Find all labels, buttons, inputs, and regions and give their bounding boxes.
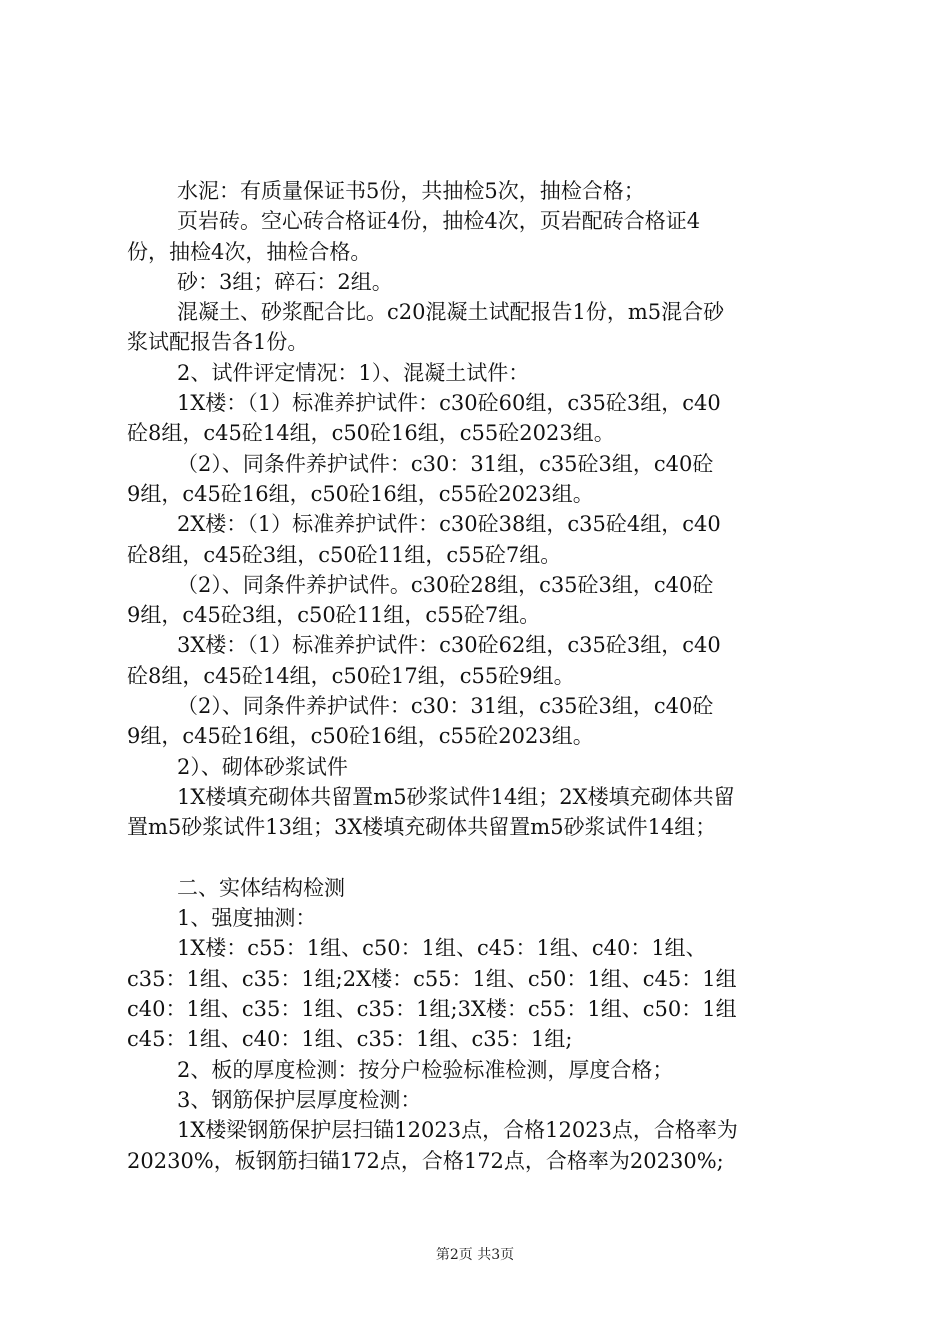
paragraph-line: 砼8组，c45砼3组，c50砼11组，c55砼7组。: [127, 542, 562, 567]
paragraph-line: c40：1组、c35：1组、c35：1组;3X楼：c55：1组、c50：1组: [127, 997, 737, 1022]
paragraph-line-indented: 混凝土、砂浆配合比。c20混凝土试配报告1份，m5混合砂: [177, 300, 725, 325]
paragraph-line: 浆试配报告各1份。: [127, 330, 309, 355]
paragraph-line: 20230%，板钢筋扫锚172点，合格172点，合格率为20230%;: [127, 1148, 724, 1173]
document-body: [127, 176, 833, 1176]
paragraph-line-indented: （2）、同条件养护试件。c30砼28组，c35砼3组，c40砼: [177, 572, 714, 597]
paragraph-line: c45：1组、c40：1组、c35：1组、c35：1组;: [127, 1027, 573, 1052]
page-footer: 第2页 共3页: [435, 1247, 515, 1263]
paragraph-line: 份，抽检4次，抽检合格。: [127, 239, 372, 264]
paragraph-line: 置m5砂浆试件13组；3X楼填充砌体共留置m5砂浆试件14组；: [127, 815, 717, 840]
paragraph-line-indented: 1X楼填充砌体共留置m5砂浆试件14组；2X楼填充砌体共留: [177, 784, 735, 809]
paragraph-line: 砼8组，c45砼14组，c50砼16组，c55砼2023组。: [127, 421, 615, 446]
paragraph-line-indented: 3X楼：（1）标准养护试件：c30砼62组，c35砼3组，c40: [177, 633, 721, 658]
paragraph-line-indented: 砂：3组；碎石：2组。: [177, 269, 393, 294]
paragraph-line-indented: 1、强度抽测：: [177, 906, 317, 931]
paragraph-line-indented: 2、板的厚度检测：按分户检验标准检测，厚度合格；: [177, 1057, 674, 1082]
paragraph-line-indented: 2）、砌体砂浆试件: [177, 754, 348, 779]
paragraph-line-indented: 页岩砖。空心砖合格证4份，抽检4次，页岩配砖合格证4: [177, 209, 701, 234]
paragraph-line: 9组，c45砼16组，c50砼16组，c55砼2023组。: [127, 724, 594, 749]
paragraph-line: 9组，c45砼16组，c50砼16组，c55砼2023组。: [127, 481, 594, 506]
paragraph-line-indented: （2）、同条件养护试件：c30：31组，c35砼3组，c40砼: [177, 451, 714, 476]
paragraph-line: 9组，c45砼3组，c50砼11组，c55砼7组。: [127, 603, 541, 628]
paragraph-line-indented: 2X楼：（1）标准养护试件：c30砼38组，c35砼4组，c40: [177, 512, 721, 537]
paragraph-line-indented: 3、钢筋保护层厚度检测：: [177, 1087, 422, 1112]
paragraph-line: 砼8组，c45砼14组，c50砼17组，c55砼9组。: [127, 663, 575, 688]
paragraph-line-indented: 1X楼：c55：1组、c50：1组、c45：1组、c40：1组、: [177, 936, 707, 961]
paragraph-line-indented: 2、试件评定情况：1）、混凝土试件：: [177, 360, 530, 385]
paragraph-line: c35：1组、c35：1组;2X楼：c55：1组、c50：1组、c45：1组: [127, 966, 737, 991]
paragraph-line-indented: （2）、同条件养护试件：c30：31组，c35砼3组，c40砼: [177, 694, 714, 719]
paragraph-line-indented: 1X楼：（1）标准养护试件：c30砼60组，c35砼3组，c40: [177, 391, 721, 416]
paragraph-line-indented: 二、实体结构检测: [177, 875, 345, 900]
paragraph-line-indented: 1X楼梁钢筋保护层扫锚12023点，合格12023点，合格率为: [177, 1118, 738, 1143]
blank-line: [127, 843, 833, 873]
paragraph-line-indented: 水泥：有质量保证书5份，共抽检5次，抽检合格；: [177, 179, 645, 203]
